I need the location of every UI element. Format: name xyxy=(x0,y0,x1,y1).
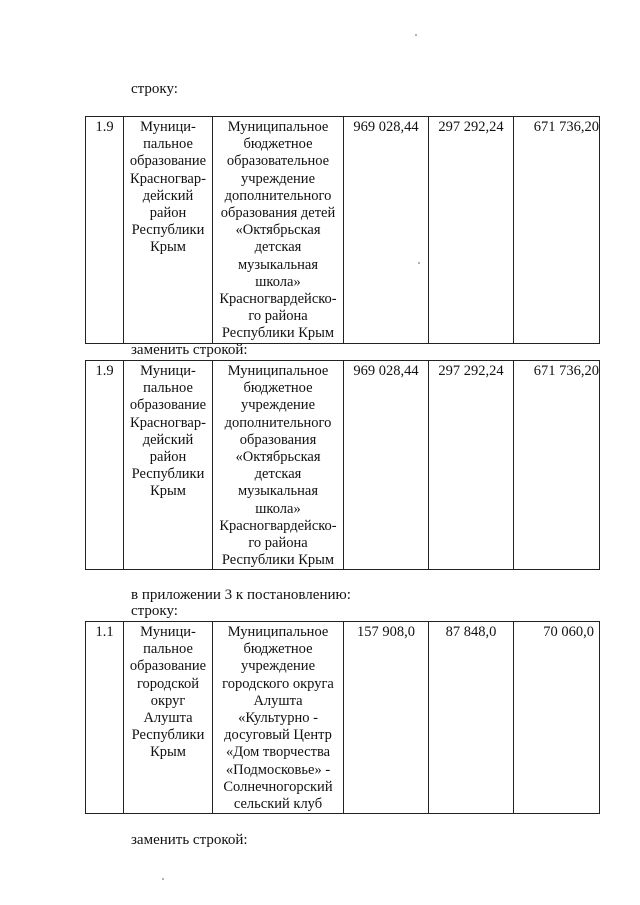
institution-line: бюджетное xyxy=(243,380,313,397)
table-row-annex3 xyxy=(85,621,600,814)
municipality-line: Красногвар- xyxy=(130,170,206,187)
institution-line: досуговый Центр xyxy=(224,727,332,744)
institution-line: городского округа xyxy=(222,675,334,692)
total-amount-cell: 969 028,44 xyxy=(344,361,429,570)
institution-line: музыкальная xyxy=(238,256,318,273)
institution-line: образования детей xyxy=(220,205,336,222)
amount-part2-cell: 671 736,20 xyxy=(514,117,600,344)
institution-line: учреждение xyxy=(240,170,315,187)
municipality-line: Республики xyxy=(131,222,205,239)
municipality-line: Муници- xyxy=(140,119,196,135)
institution-line: Муниципальное xyxy=(227,624,329,640)
municipality-cell xyxy=(124,117,213,344)
institution-line: «Культурно - xyxy=(238,710,318,727)
institution-line: учреждение xyxy=(240,397,315,414)
institution-line: го района xyxy=(248,308,308,325)
intro-text: строку: xyxy=(131,81,178,97)
row-number-cell: 1.1 xyxy=(86,622,124,814)
institution-line: «Октябрьская xyxy=(235,449,321,466)
institution-line: сельский клуб xyxy=(233,796,323,813)
municipality-line: Красногвар- xyxy=(130,414,206,431)
municipality-line: Республики xyxy=(131,466,205,483)
municipality-line: Алушта xyxy=(143,710,193,727)
institution-line: Красногвардейско- xyxy=(219,517,337,534)
amount-part1-cell: 87 848,0 xyxy=(429,622,514,814)
table-row xyxy=(86,361,600,570)
institution-line: «Дом творчества xyxy=(225,744,331,761)
institution-line: «Октябрьская xyxy=(235,222,321,239)
institution-line: Муниципальное xyxy=(227,363,329,379)
table-row xyxy=(86,117,600,344)
municipality-line: Крым xyxy=(150,239,186,256)
municipality-line: Муници- xyxy=(140,363,196,379)
municipality-line: пальное xyxy=(143,641,193,658)
municipality-line: район xyxy=(149,205,187,222)
institution-line: Республики Крым xyxy=(221,552,335,569)
table-row-replacement xyxy=(85,360,600,570)
municipality-line: образование xyxy=(129,153,207,170)
institution-line: образования xyxy=(239,431,317,448)
annex-reference-text: в приложении 3 к постановлению: xyxy=(131,587,351,603)
amount-part1-cell: 297 292,24 xyxy=(429,117,514,344)
amount-part2-cell: 70 060,0 xyxy=(514,622,600,814)
municipality-line: Республики xyxy=(131,727,205,744)
institution-line: школа» xyxy=(255,500,301,517)
municipality-line: округ xyxy=(150,692,186,709)
table-row xyxy=(86,622,600,814)
municipality-line: образование xyxy=(129,658,207,675)
institution-cell xyxy=(213,622,344,814)
amount-part1-cell: 297 292,24 xyxy=(429,361,514,570)
institution-line: детская xyxy=(254,466,302,483)
institution-cell xyxy=(213,117,344,344)
replace-label: заменить строкой: xyxy=(131,832,248,848)
municipality-line: образование xyxy=(129,397,207,414)
institution-line: «Подмосковье» - xyxy=(225,761,331,778)
municipality-line: дейский xyxy=(142,431,194,448)
institution-line: Алушта xyxy=(253,692,303,709)
institution-line: дополнительного xyxy=(224,414,332,431)
replace-label: заменить строкой: xyxy=(131,342,248,358)
amount-part2-cell: 671 736,20 xyxy=(514,361,600,570)
total-amount-cell: 157 908,0 xyxy=(344,622,429,814)
institution-line: бюджетное xyxy=(243,641,313,658)
municipality-cell xyxy=(124,622,213,814)
municipality-line: Крым xyxy=(150,744,186,761)
institution-line: Республики Крым xyxy=(221,325,335,342)
institution-line: музыкальная xyxy=(238,483,318,500)
row-number-cell: 1.9 xyxy=(86,117,124,344)
municipality-line: пальное xyxy=(143,380,193,397)
municipality-line: район xyxy=(149,449,187,466)
institution-line: Красногвардейско- xyxy=(219,291,337,308)
municipality-line: Муници- xyxy=(140,624,196,640)
municipality-line: пальное xyxy=(143,136,193,153)
institution-line: бюджетное xyxy=(243,136,313,153)
municipality-line: городской xyxy=(136,675,200,692)
municipality-line: Крым xyxy=(150,483,186,500)
scan-speck xyxy=(162,878,164,880)
municipality-line: дейский xyxy=(142,187,194,204)
institution-line: детская xyxy=(254,239,302,256)
institution-line: Муниципальное xyxy=(227,119,329,135)
municipality-cell xyxy=(124,361,213,570)
row-label: строку: xyxy=(131,603,178,619)
institution-line: школа» xyxy=(255,273,301,290)
row-number-cell: 1.9 xyxy=(86,361,124,570)
institution-line: дополнительного xyxy=(224,187,332,204)
scan-speck xyxy=(418,262,420,264)
total-amount-cell: 969 028,44 xyxy=(344,117,429,344)
scan-speck xyxy=(415,34,417,36)
institution-line: образовательное xyxy=(226,153,330,170)
institution-line: го района xyxy=(248,535,308,552)
institution-cell xyxy=(213,361,344,570)
table-row-original xyxy=(85,116,600,344)
institution-line: Солнечногорский xyxy=(223,778,333,795)
institution-line: учреждение xyxy=(240,658,315,675)
